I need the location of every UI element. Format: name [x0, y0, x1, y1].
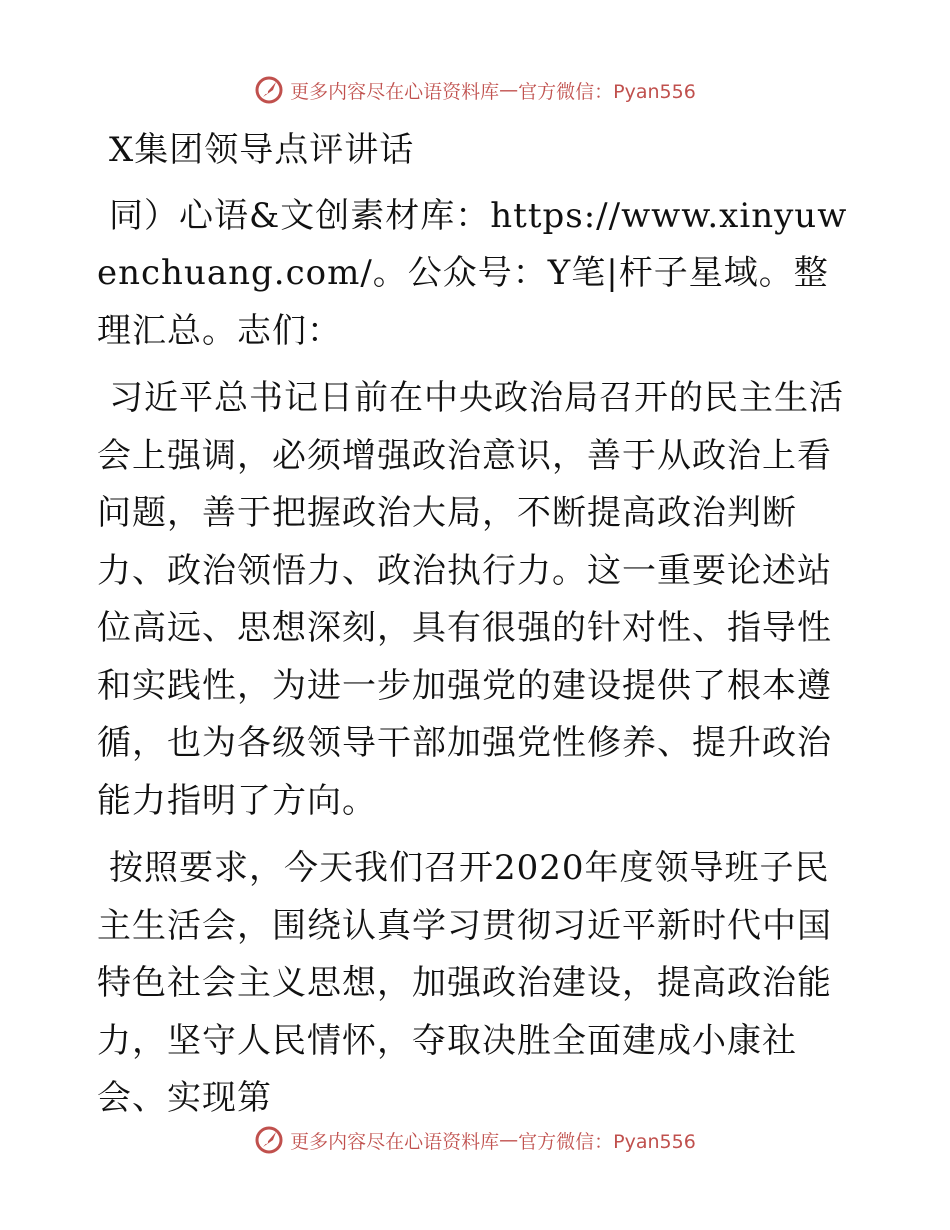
- paragraph-2: 按照要求，今天我们召开2020年度领导班子民主生活会，围绕认真学习贯彻习近平新时代中国特色社会主义思想，加强政治建设，提高政治能力，坚守人民情怀，夺取决胜全面建成小康社会、实现第: [97, 848, 832, 1118]
- footer-watermark: [0, 1120, 950, 1160]
- watermark-wechat: 官方微信：Pyan556: [518, 80, 696, 103]
- watermark-text: 更多内容尽在心语资料库: [290, 80, 500, 103]
- quill-logo-icon: [254, 1125, 284, 1155]
- paragraph-source: 同）心语&文创素材库：https://www.xinyuwenchuang.com/。公众号：Y笔|杆子星域。整理汇总。志们：: [97, 195, 848, 351]
- paragraph-1: 习近平总书记日前在中央政治局召开的民主生活会上强调，必须增强政治意识，善于从政治上看问题，善于把握政治大局，不断提高政治判断力、政治领悟力、政治执行力。这一重要论述站位高远、思想深刻，具有很强的针对性、指导性和实践性，为进一步加强党的建设提供了根本遵循，也为各级领导干部加强党性修养、提升政治能力指明了方向。: [97, 378, 844, 821]
- quill-logo-icon: [254, 75, 284, 105]
- watermark-text: 更多内容尽在心语资料库: [290, 1130, 500, 1153]
- watermark-dash: —: [499, 79, 519, 101]
- watermark-wechat: 官方微信：Pyan556: [518, 1130, 696, 1153]
- watermark-dash: —: [499, 1129, 519, 1151]
- document-title: X集团领导点评讲话: [109, 130, 415, 170]
- header-watermark: [0, 70, 950, 110]
- document-body: [97, 122, 853, 1138]
